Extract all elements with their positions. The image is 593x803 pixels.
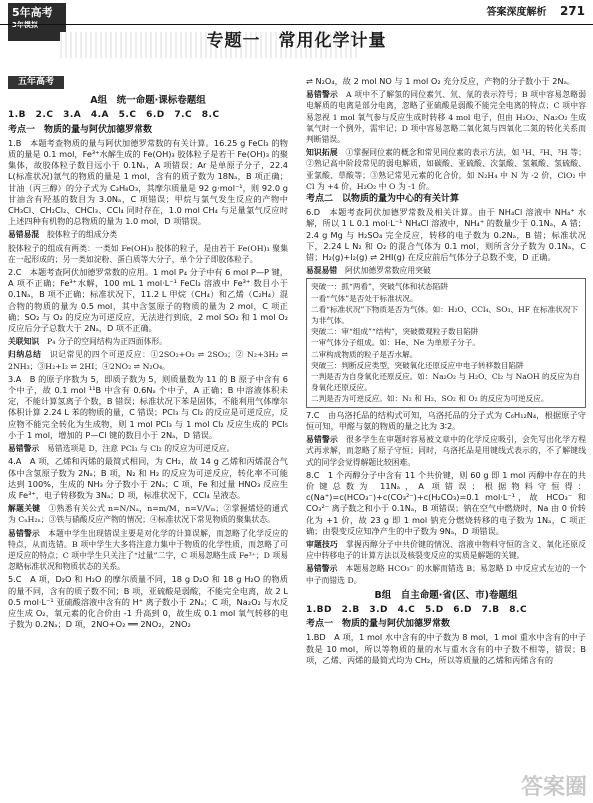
left-column bbox=[8, 76, 288, 632]
tip-body: 胶体粒子的组成有两类：一类如 Fe(OH)₃ 胶体的粒子，是由若干 Fe(OH)₃ 聚集在一起形成的；另一类如淀粉、蛋白质等大分子，单个分子即胶体粒子。 bbox=[8, 243, 288, 264]
tip-block bbox=[8, 336, 288, 347]
tip-block bbox=[306, 89, 586, 145]
section-banner: 五年高考 bbox=[8, 76, 64, 89]
tip-label: 易混易错 bbox=[306, 266, 338, 276]
tip-label: 归纳总结 bbox=[8, 350, 42, 360]
tip-label: 易错警示 bbox=[306, 564, 338, 574]
tip-text: A 项中不了解氢的同位素氕、氘、氚的表示符号；B 项中容易忽略弱电解质的电离是部分电离，忽略了亚硫酸是弱酸不能完全电离的特点；C 项中容易忽视 1 mol 氧气参与反应生成时转移 4 mol 电子，但由 H₂O₂、Na₂O₂ 生成氧气时一个例外，需牢记；D 项中容易忽略二氧化氮与四氧化二氮的转化关系而判断错误。 bbox=[306, 90, 587, 145]
tip-text: ①掌握同位素的概念和常见同位素的表示方法，如 ¹H、²H、³H 等；②熟记高中阶段常见的弱电解质，如碳酸、亚硫酸、次氯酸、氢氟酸、氢硫酸、亚氯酸、草酸等；③熟记常见元素的化合价，如 N₂H₄ 中 N 为 -2 价，ClO₂ 中 Cl 为 +4 价，H₂O₂ 中 O 为 -1 价。 bbox=[306, 148, 587, 191]
group-heading-b: B组 自主命题·省(区、市)卷题组 bbox=[374, 589, 518, 601]
answer-key-b: 1.BD 2.B 3.D 4.C 5.D 6.D 7.B 8.C bbox=[306, 604, 528, 615]
solution-1: 1.B 本题考查物质的量与阿伏加德罗常数的有关计算。16.25 g FeCl₃ 的物质的量是 0.1 mol，Fe³⁺水解生成的 Fe(OH)₃ 胶体粒子是若干 Fe(OH)₃ 的聚集体，故胶体粒子数目远小于 0.1Nₐ，A 项错误；Ar 是单原子分子，22.4 L(标准状况)氩气的物质的量是 1 mol，含有的质子数为 18Nₐ，B 项正确；甘油（丙三醇）的分子式为 C₃H₈O₃，其摩尔质量是 92 g·mol⁻¹，则 92.0 g 甘油含有羟基的数目为 3.0Nₐ，C 项错误；甲烷与氯气发生反应的产物中 CH₃Cl、CH₂Cl₂、CHCl₃、CCl₄ 同时存在，1.0 mol CH₄ 与足量氯气反应时上述四种有机物的总物质的量为 1.0 mol，D 项错误。 bbox=[8, 137, 288, 227]
tip-label: 审题技巧 bbox=[306, 539, 339, 549]
tip-text: ①熟悉有关公式 n=N/Nₐ，n=m/M，n=V/Vₘ；②掌握烯烃的通式为 CₙH₂ₙ；③铁与硝酸反应产物的情况；④标准状况下常见物质的聚集状态。 bbox=[8, 504, 289, 525]
logo-line2: 3年模拟 bbox=[12, 21, 38, 29]
page-header bbox=[486, 6, 585, 18]
tip-block bbox=[306, 265, 586, 276]
tip-label: 易错警示 bbox=[8, 528, 41, 538]
tip-block bbox=[306, 563, 586, 585]
watermark: 答案圈 bbox=[520, 774, 587, 800]
answer-key: 1.B 2.C 3.A 4.A 5.C 6.D 7.C 8.C bbox=[8, 110, 220, 121]
box-line: 突破一：抓“两看”，突破气体和状态陷阱 bbox=[311, 282, 448, 292]
kaodian-heading: 考点二 以物质的量为中心的有关计算 bbox=[306, 194, 460, 205]
solution-2: 2.C 本题考查阿伏加德罗常数的应用。1 mol P₄ 分子中有 6 mol P—P 键，A 项不正确；Fe³⁺水解，100 mL 1 mol·L⁻¹ FeCl₃ 溶液中 Fe³⁺ 数目小于 0.1Nₐ，B 项不正确；标准状况下，11.2 L 甲烷（CH₄）和乙烯（C₂H₄）混合物的物质的量为 0.5 mol，其中含氢原子的物质的量为 2 mol，C 项正确；SO₂ 与 O₂ 的反应为可逆反应，无法进行到底，2 mol SO₂ 和 1 mol O₂ 反应后分子总数大于 2Nₐ，D 项不正确。 bbox=[8, 267, 288, 334]
logo-line1: 5年高考 bbox=[12, 6, 53, 19]
section-label: 答案深度解析 bbox=[486, 7, 547, 18]
tip-block bbox=[8, 229, 288, 240]
tip-block bbox=[8, 443, 288, 454]
solution-5-cont: ⇌ N₂O₄，故 2 mol NO 与 1 mol O₂ 充分反应，产物的分子数小于 2Nₐ。 bbox=[306, 76, 575, 86]
tip-text: P₄ 分子的空间结构为正四面体形。 bbox=[46, 337, 167, 347]
box-line: 二审构成物质的粒子是否水解。 bbox=[311, 349, 418, 359]
kaodian-heading: 考点一 物质的量与阿伏加德罗常数 bbox=[306, 619, 451, 630]
tip-text: 本题易忽略 HCO₃⁻ 的水解而错选 B；易忽略 D 中反应式左边的一个中子而错选 D。 bbox=[306, 564, 587, 585]
tip-text: 阿伏加德罗常数应用突破 bbox=[344, 266, 431, 276]
solution-7: 7.C 由乌洛托品的结构式可知，乌洛托品的分子式为 C₆H₁₂N₄，根据原子守恒可知，甲醛与氨的物质的量之比为 3∶2。 bbox=[306, 409, 586, 431]
box-line: 一看“气体”是否处于标准状况。 bbox=[311, 293, 418, 303]
tip-label: 易错警示 bbox=[306, 90, 338, 100]
tip-text: 本题中学生出现错误主要是对化学的计算误解，而忽略了化学反应的特点，从而选错。B 项中学生大多将注意力集中于物质的化学性质，而忽略了可逆反应的特点；C 项中学生只关注了“过量”二字，C 项易忽略生成 Fe³⁺；D 项易忽略标准状况和物质状态的关系。 bbox=[8, 528, 289, 572]
chapter-title: 专题一 常用化学计量 bbox=[206, 31, 387, 51]
solution-6: 6.D 本题考查阿伏加德罗常数及相关计算。由于 NH₄Cl 溶液中 NH₄⁺ 水解，所以 1 L 0.1 mol·L⁻¹ NH₄Cl 溶液中，NH₄⁺ 的数量少于 0.1Nₐ，A 错；2.4 g Mg 与 H₂SO₄ 完全反应，转移的电子数为 0.2Nₐ，B 错；标准状况下，2.24 L N₂ 和 O₂ 的混合气体为 0.1 mol，则所含分子数为 0.1Nₐ，C 错；H₂(g)+I₂(g) ⇌ 2HI(g) 在反应前后气体分子总数不变，D 正确。 bbox=[306, 207, 586, 263]
solution-b1: 1.BD A 项，1 mol 水中含有的中子数为 8 mol，1 mol 重水中含有的中子数是 10 mol，所以等物质的量的水与重水含有的中子数不相等，错误；B 项，乙烯、丙烯的最简式均为 CH₂，所以等质量的乙烯和丙烯含有的 bbox=[306, 632, 586, 665]
tip-label: 易错警示 bbox=[8, 444, 40, 454]
tip-text: 很多学生在审题时容易被文章中的化学反应吸引，会先写出化学方程式再求解，而忽略了原子守恒；同时，乌洛托品是用键线式表示的，不了解键线式的同学会觉得解题比较困难。 bbox=[306, 435, 587, 467]
tip-block bbox=[8, 503, 288, 525]
tip-label: 易错警示 bbox=[306, 435, 339, 445]
box-line: 突破三：判断反应类型，突破氧化还原反应中电子转移数目陷阱 bbox=[311, 360, 524, 370]
box-line: 一审气体分子组成。如：He、Ne 为单原子分子。 bbox=[311, 338, 480, 348]
solution-5: 5.C A 项，D₂O 和 H₂O 的摩尔质量不同，18 g D₂O 和 18 g H₂O 的物质的量不同，含有的质子数不同；B 项，亚硫酸是弱酸，不能完全电离，故 2 L 0.5 mol·L⁻¹ 亚硫酸溶液中含有的 H⁺ 离子数小于 2Nₐ；C 项，Na₂O₂ 与水反应生成 O₂，氧元素的化合价由 -1 升高到 0，故生成 0.1 mol 氧气转移的电子数为 0.2Nₐ；D 项，2NO+O₂ ══ 2NO₂，2NO₂ bbox=[8, 574, 288, 630]
kaodian-heading: 考点一 物质的量与阿伏加德罗常数 bbox=[8, 124, 153, 135]
tip-text: 掌握丙醇分子中共价键的情况、溶液中物料守恒的含义、氧化还原反应中转移电子的计算方法以及核裂变反应的实质是解题的关键。 bbox=[306, 539, 587, 561]
tip-block bbox=[8, 528, 288, 573]
strategy-box bbox=[306, 278, 586, 407]
tip-label: 关联知识 bbox=[8, 337, 40, 347]
box-line: 二看“标准状况”下物质是否为气体。如：H₂O、CCl₄、SO₃、HF 在标准状况下为非气体。 bbox=[311, 304, 578, 326]
tip-text: 胶体粒子的组成分类 bbox=[46, 230, 118, 240]
box-line: 一判是否为自身氧化还原反应。如：Na₂O₂ 与 H₂O、Cl₂ 与 NaOH 的反应为自身氧化还原反应。 bbox=[311, 372, 580, 393]
box-line: 二判是否为可逆反应。如：N₂ 和 H₂、SO₂ 和 O₂ 的反应为可逆反应。 bbox=[311, 394, 549, 404]
tip-label: 易错易混 bbox=[8, 230, 40, 240]
tip-block bbox=[8, 349, 288, 371]
solution-8: 8.C 1 个丙醇分子中含有 11 个共价键，则 60 g 即 1 mol 丙醇中存在的共价键总数为 11Nₐ，A 项错误；根据物料守恒得：c(Na⁺)=c(HCO₃⁻)+c(CO₃²⁻)+c(H₂CO₃)=0.1 mol·L⁻¹，故 HCO₃⁻ 和 CO₃²⁻ 离子数之和小于 0.1Nₐ，B 项错误；钠在空气中燃烧时，Na 由 0 价转化为 +1 价，故 23 g 即 1 mol 钠充分燃烧转移的电子数为 1Nₐ，C 项正确；由裂变反应知净产生的中子数为 9Nₐ，D 项错误。 bbox=[306, 469, 586, 536]
box-line: 突破二：审“组成”“结构”，突破微观粒子数目陷阱 bbox=[311, 327, 479, 337]
tip-block bbox=[306, 539, 586, 561]
tip-block bbox=[306, 434, 586, 468]
tip-text: 识记常见的四个可逆反应：①2SO₂+O₂ ⇌ 2SO₃；② N₂+3H₂ ⇌ 2NH₃；③H₂+I₂ ⇌ 2HI；④2NO₂ ⇌ N₂O₄。 bbox=[8, 350, 289, 371]
tip-label: 知识拓展 bbox=[306, 148, 338, 158]
tip-block bbox=[306, 147, 586, 192]
header-rule bbox=[0, 24, 593, 25]
tip-label: 解题关键 bbox=[8, 504, 41, 514]
solution-3: 3.A B 的原子序数为 5，即质子数为 5，则质量数为 11 的 B 原子中含有 6 个中子，故 0.1 mol ¹¹B 中含有 0.6Nₐ 个中子，A 正确；B 中溶液体积未定，不能计算氢离子个数，B 错误；标准状况下苯是固体，不能利用气体摩尔体积计算 2.24 L 苯的物质的量，C 错误；PCl₃ 与 Cl₂ 的反应是可逆反应，反应物不能完全转化为生成物，则 1 mol PCl₃ 与 1 mol Cl₂ 反应生成的 PCl₅ 小于 1 mol，增加的 P—Cl 键的数目小于 2Nₐ，D 错误。 bbox=[8, 373, 288, 440]
solution-4: 4.A A 项，乙烯和丙烯的最简式相同，为 CH₂，故 14 g 乙烯和丙烯混合气体中含氢原子数为 2Nₐ；B 项，N₂ 和 H₂ 的反应为可逆反应，转化率不可能达到 100%，生成的 NH₃ 分子数小于 2Nₐ；C 项，Fe 和过量 HNO₃ 反应生成 Fe³⁺，电子转移数为 3Nₐ；D 项，标准状况下，CCl₄ 呈液态。 bbox=[8, 456, 288, 500]
right-column bbox=[306, 76, 586, 668]
page-number: 271 bbox=[559, 4, 585, 18]
group-heading-a: A组 统一命题·课标卷题组 bbox=[90, 95, 206, 107]
tip-text: 易错选项是 D，注意 PCl₃ 与 Cl₂ 的反应为可逆反应。 bbox=[46, 444, 235, 454]
